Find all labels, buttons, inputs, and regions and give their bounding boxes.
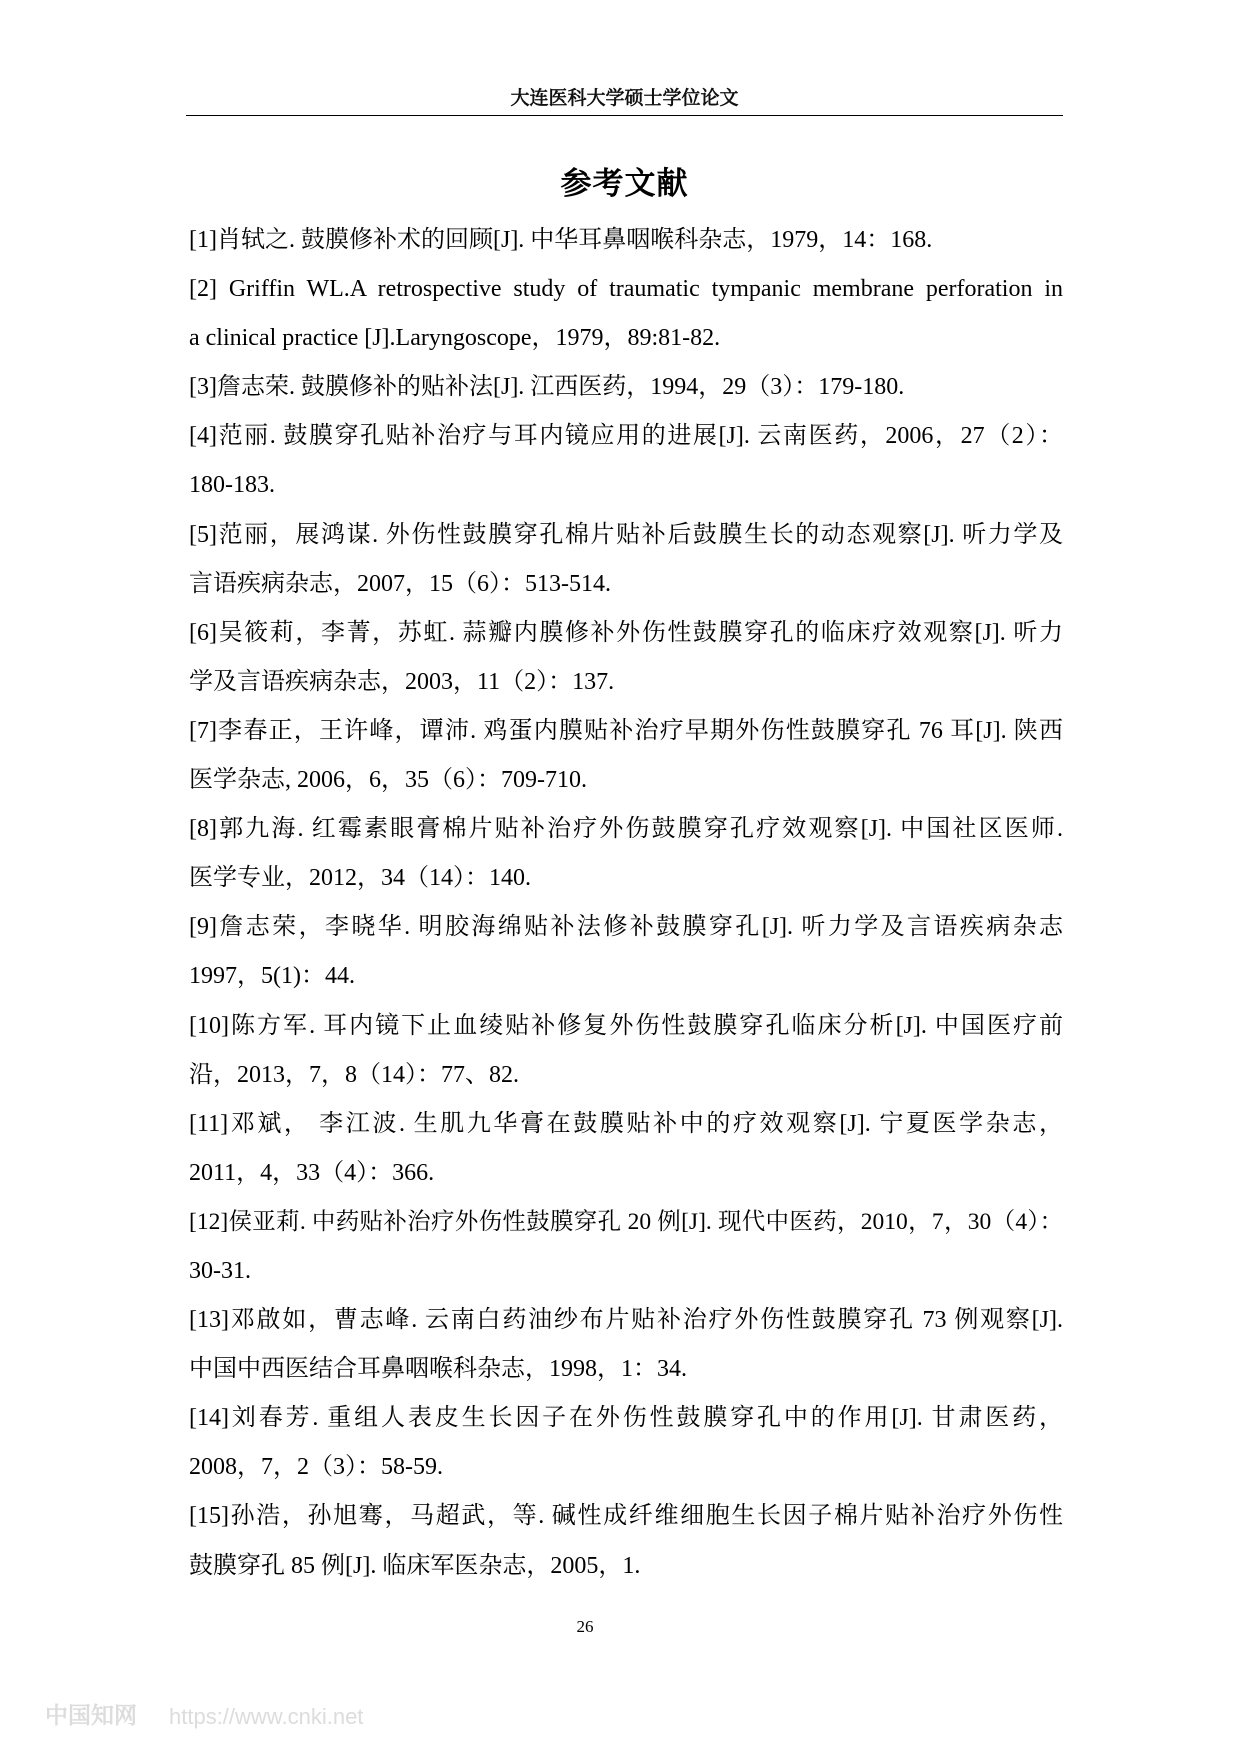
reference-line: [1]肖轼之. 鼓膜修补术的回顾[J]. 中华耳鼻咽喉科杂志，1979，14：168. xyxy=(189,227,933,253)
reference-entry xyxy=(189,1492,1063,1590)
reference-line: 2011，4，33（4）：366. xyxy=(189,1159,435,1186)
reference-line: [15]孙浩，孙旭骞，马超武，等. 碱性成纤维细胞生长因子棉片贴补治疗外伤性 xyxy=(189,1503,1063,1530)
reference-line: [7]李春正，王许峰，谭沛. 鸡蛋内膜贴补治疗早期外伤性鼓膜穿孔 76 耳[J]. 陕西 xyxy=(189,717,1063,744)
reference-line: [12]侯亚莉. 中药贴补治疗外伤性鼓膜穿孔 20 例[J]. 现代中医药，2010，7，30（4）： xyxy=(189,1208,1063,1235)
reference-line: [8]郭九海. 红霉素眼膏棉片贴补治疗外伤鼓膜穿孔疗效观察[J]. 中国社区医师. xyxy=(189,816,1063,843)
watermark-logo: 中国知网 xyxy=(45,1703,137,1729)
reference-line: [10]陈方军. 耳内镜下止血绫贴补修复外伤性鼓膜穿孔临床分析[J]. 中国医疗前 xyxy=(189,1012,1063,1039)
reference-entry xyxy=(189,903,1063,1001)
reference-line: [2] Griffin WL.A retrospective study of traumatic tympanic membrane perforation in xyxy=(189,276,1063,303)
reference-entry xyxy=(189,412,1063,510)
reference-line: [6]吴筱莉，李菁，苏虹. 蒜瓣内膜修补外伤性鼓膜穿孔的临床疗效观察[J]. 听力 xyxy=(189,619,1063,646)
page-number: 26 xyxy=(576,1617,594,1636)
reference-line: [4]范丽. 鼓膜穿孔贴补治疗与耳内镜应用的进展[J]. 云南医药，2006，27（2）： xyxy=(189,423,1063,450)
reference-line: 1997，5(1)：44. xyxy=(189,963,355,990)
reference-entry xyxy=(189,511,1063,609)
reference-line: 学及言语疾病杂志，2003，11（2）：137. xyxy=(189,668,615,695)
reference-line: 医学杂志, 2006，6，35（6）：709-710. xyxy=(189,767,587,794)
reference-line: 言语疾病杂志，2007，15（6）：513-514. xyxy=(189,570,611,597)
reference-line: 30-31. xyxy=(189,1257,251,1284)
reference-line: [3]詹志荣. 鼓膜修补的贴补法[J]. 江西医药，1994，29（3）：179-180. xyxy=(189,374,905,401)
reference-entry xyxy=(189,1394,1063,1492)
reference-list xyxy=(189,216,1063,1591)
reference-entry xyxy=(189,609,1063,707)
reference-entry xyxy=(189,265,1063,363)
reference-line: [11]邓斌， 李江波. 生肌九华膏在鼓膜贴补中的疗效观察[J]. 宁夏医学杂志， xyxy=(189,1110,1063,1137)
header-rule xyxy=(186,115,1063,116)
reference-line: [5]范丽，展鸿谋. 外伤性鼓膜穿孔棉片贴补后鼓膜生长的动态观察[J]. 听力学及 xyxy=(189,521,1063,548)
reference-entry xyxy=(189,707,1063,805)
running-header: 大连医科大学硕士学位论文 xyxy=(510,88,739,109)
reference-line: [13]邓啟如，曹志峰. 云南白药油纱布片贴补治疗外伤性鼓膜穿孔 73 例观察[J]. xyxy=(189,1307,1063,1334)
watermark-url: https://www.cnki.net xyxy=(169,1704,364,1729)
reference-entry xyxy=(189,216,1063,265)
reference-entry xyxy=(189,1198,1063,1296)
reference-entry xyxy=(189,1100,1063,1198)
reference-line: 2008，7，2（3）：58-59. xyxy=(189,1454,443,1481)
reference-line: 沿，2013，7，8（14）：77、82. xyxy=(189,1061,519,1088)
reference-line: 鼓膜穿孔 85 例[J]. 临床军医杂志，2005，1. xyxy=(189,1552,641,1579)
reference-line: 180-183. xyxy=(189,472,275,499)
section-title: 参考文献 xyxy=(560,166,689,201)
reference-entry xyxy=(189,1296,1063,1394)
reference-entry xyxy=(189,805,1063,903)
reference-entry xyxy=(189,363,1063,412)
reference-entry xyxy=(189,1002,1063,1100)
reference-line: [9]詹志荣，李晓华. 明胶海绵贴补法修补鼓膜穿孔[J]. 听力学及言语疾病杂志 xyxy=(189,914,1063,941)
reference-line: 医学专业，2012，34（14）：140. xyxy=(189,865,531,892)
reference-line: 中国中西医结合耳鼻咽喉科杂志，1998，1：34. xyxy=(189,1356,687,1383)
reference-line: a clinical practice [J].Laryngoscope，1979，89:81-82. xyxy=(189,325,721,352)
reference-line: [14]刘春芳. 重组人表皮生长因子在外伤性鼓膜穿孔中的作用[J]. 甘肃医药， xyxy=(189,1405,1063,1432)
